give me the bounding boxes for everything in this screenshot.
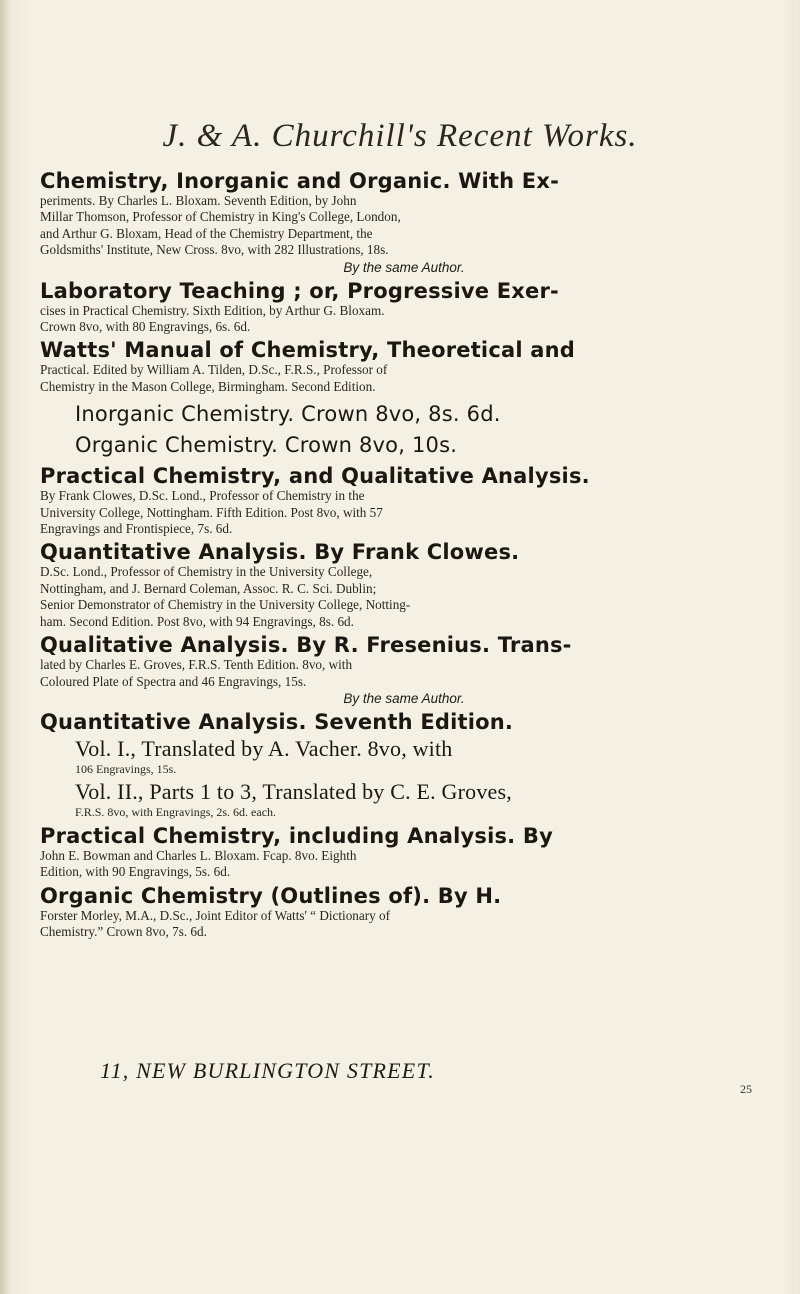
catalogue-entry xyxy=(40,885,768,941)
entry-title: Inorganic Chemistry. Crown 8vo, 8s. 6d. xyxy=(75,402,501,427)
catalogue-entry xyxy=(40,711,768,821)
entry-body-line: cises in Practical Chemistry. Sixth Edition, by Arthur G. Bloxam. xyxy=(40,302,385,318)
entry-body-line: Crown 8vo, with 80 Engravings, 6s. 6d. xyxy=(40,319,251,335)
entry-body-line: Forster Morley, M.A., D.Sc., Joint Editor of Watts' “ Dictionary of xyxy=(40,907,391,923)
volume-heading: Vol. II., Parts 1 to 3, Translated by C. E. Groves, xyxy=(75,779,512,805)
catalogue-entry xyxy=(40,465,768,537)
entry-body-line: lated by Charles E. Groves, F.R.S. Tenth Edition. 8vo, with xyxy=(40,657,353,673)
entry-title: Organic Chemistry. Crown 8vo, 10s. xyxy=(75,433,458,458)
entry-title: Qualitative Analysis. By R. Fresenius. Trans- xyxy=(40,633,572,658)
entry-title: Chemistry, Inorganic and Organic. With Ex- xyxy=(40,169,560,193)
running-header: J. & A. Churchill's Recent Works. xyxy=(162,118,638,154)
publisher-address: 11, NEW BURLINGTON STREET. xyxy=(100,1058,435,1083)
entry-body-line: 106 Engravings, 15s. xyxy=(75,761,177,776)
entry-body-line: University College, Nottingham. Fifth Edition. Post 8vo, with 57 xyxy=(40,504,383,520)
same-author-note: By the same Author. xyxy=(343,259,465,275)
catalogue-entry xyxy=(40,170,768,276)
entry-body-line: Coloured Plate of Spectra and 46 Engravings, 15s. xyxy=(40,673,307,689)
catalogue-entry xyxy=(40,280,768,336)
page-number: 25 xyxy=(740,1082,752,1096)
entry-body-line: By Frank Clowes, D.Sc. Lond., Professor of Chemistry in the xyxy=(40,488,365,504)
entry-body-line: periments. By Charles L. Bloxam. Seventh Edition, by John xyxy=(40,193,357,208)
entry-title: Quantitative Analysis. Seventh Edition. xyxy=(40,709,514,734)
entry-title: Laboratory Teaching ; or, Progressive Exer- xyxy=(40,278,559,303)
catalogue-entry xyxy=(40,825,768,881)
page-edge-shadow xyxy=(0,0,10,1294)
entry-body-line: Chemistry in the Mason College, Birmingham. Second Edition. xyxy=(40,378,376,394)
entry-title: Watts' Manual of Chemistry, Theoretical and xyxy=(40,338,576,363)
entry-body-line: Senior Demonstrator of Chemistry in the University College, Notting- xyxy=(40,597,411,613)
entry-body-line: Edition, with 90 Engravings, 5s. 6d. xyxy=(40,864,231,880)
entry-title: Quantitative Analysis. By Frank Clowes. xyxy=(40,540,520,565)
entry-body-line: D.Sc. Lond., Professor of Chemistry in the University College, xyxy=(40,564,373,580)
entry-title: Organic Chemistry (Outlines of). By H. xyxy=(40,883,502,908)
entry-body-line: Nottingham, and J. Bernard Coleman, Assoc. R. C. Sci. Dublin; xyxy=(40,580,377,596)
catalogue-entry xyxy=(40,403,768,426)
entry-body-line: and Arthur G. Bloxam, Head of the Chemistry Department, the xyxy=(40,225,373,241)
entry-title: Practical Chemistry, and Qualitative Analysis. xyxy=(40,464,590,489)
catalogue-entry xyxy=(40,541,768,630)
entry-body-line: ham. Second Edition. Post 8vo, with 94 Engravings, 8s. 6d. xyxy=(40,613,354,629)
entry-body-line: John E. Bowman and Charles L. Bloxam. Fcap. 8vo. Eighth xyxy=(40,847,357,863)
entry-body-line: F.R.S. 8vo, with Engravings, 2s. 6d. each. xyxy=(75,805,277,820)
entry-body-line: Goldsmiths' Institute, New Cross. 8vo, with 282 Illustrations, 18s. xyxy=(40,242,389,258)
catalogue-entry xyxy=(40,339,768,395)
entry-body-line: Chemistry.” Crown 8vo, 7s. 6d. xyxy=(40,923,207,939)
entry-body-line: Practical. Edited by William A. Tilden, D.Sc., F.R.S., Professor of xyxy=(40,362,388,378)
catalogue-entry xyxy=(40,634,768,707)
catalogue-entry xyxy=(40,434,768,457)
same-author-note: By the same Author. xyxy=(343,690,465,706)
volume-heading: Vol. I., Translated by A. Vacher. 8vo, with xyxy=(75,735,453,761)
catalogue-list xyxy=(40,166,768,940)
entry-body-line: Millar Thomson, Professor of Chemistry in King's College, London, xyxy=(40,209,401,225)
entry-title: Practical Chemistry, including Analysis. By xyxy=(40,823,553,848)
entry-body-line: Engravings and Frontispiece, 7s. 6d. xyxy=(40,521,233,537)
